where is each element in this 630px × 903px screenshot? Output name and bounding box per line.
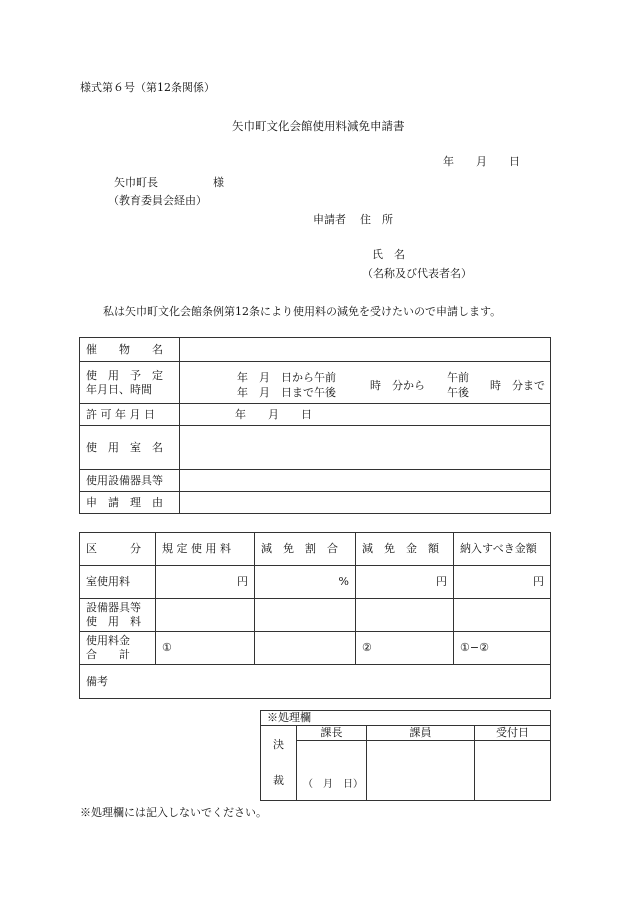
schedule-from: 年 月 日から午前 — [237, 371, 336, 384]
decision-label — [261, 725, 297, 800]
permit-date-field[interactable]: 年 月 日 — [180, 404, 551, 426]
name-label: 氏 名 — [372, 248, 405, 261]
room-payable-amount[interactable]: 円 — [454, 566, 551, 599]
via-note: （教育委員会経由） — [108, 194, 207, 207]
processing-title: ※処理欄 — [261, 711, 551, 726]
table-row — [80, 632, 551, 665]
schedule-label-line1: 使 用 予 定 — [86, 368, 163, 382]
room-reduction-amount[interactable]: 円 — [356, 566, 454, 599]
equipment-field[interactable] — [180, 470, 551, 492]
reception-header: 受付日 — [475, 725, 551, 740]
event-name-label: 催 物 名 — [80, 338, 180, 362]
addressee: 矢巾町長 様 — [114, 176, 224, 189]
time-to: 時 分まで — [490, 379, 545, 392]
total-reduction-amount[interactable]: ② — [356, 632, 454, 665]
room-field[interactable] — [180, 426, 551, 470]
remarks-label: 備考 — [86, 675, 108, 688]
time-from: 時 分から — [370, 379, 425, 392]
event-name-field[interactable] — [180, 338, 551, 362]
staff-header: 課員 — [367, 725, 475, 740]
equipment-standard-fee[interactable] — [156, 599, 255, 632]
ampm-am: 午前 — [447, 371, 469, 384]
schedule-field[interactable] — [180, 362, 551, 404]
schedule-label-line2: 年月日、時間 — [86, 382, 152, 396]
ampm-pm: 午後 — [447, 386, 469, 399]
application-statement: 私は矢巾町文化会館条例第12条により使用料の減免を受けたいので申請します。 — [103, 305, 502, 318]
date-line: 年 月 日 — [443, 155, 520, 168]
table-row — [80, 338, 551, 362]
total-payable-amount[interactable]: ①−② — [454, 632, 551, 665]
application-details-table — [79, 337, 551, 514]
header-payable-amount: 納入すべき金額 — [454, 533, 551, 566]
equipment-reduction-rate[interactable] — [255, 599, 356, 632]
processing-header-row — [261, 725, 551, 740]
header-reduction-amount: 減 免 金 額 — [356, 533, 454, 566]
header-reduction-rate: 減 免 割 合 — [255, 533, 356, 566]
applicant-label: 申請者 — [313, 213, 346, 226]
section-chief-seal[interactable]: （ 月 日） — [297, 740, 367, 800]
table-row — [80, 599, 551, 632]
room-label: 使 用 室 名 — [80, 426, 180, 470]
total-fee-label-line2: 合 計 — [86, 648, 130, 661]
form-number: 様式第６号（第12条関係） — [80, 81, 215, 94]
reason-label: 申 請 理 由 — [80, 492, 180, 514]
room-fee-label: 室使用料 — [80, 566, 156, 599]
table-row — [80, 404, 551, 426]
equipment-payable-amount[interactable] — [454, 599, 551, 632]
section-chief-header: 課長 — [297, 725, 367, 740]
processing-title-row — [261, 711, 551, 726]
table-row — [80, 492, 551, 514]
equipment-fee-label-line2: 使 用 料 — [86, 615, 141, 628]
reason-field[interactable] — [180, 492, 551, 514]
decision-label-line2: 裁 — [273, 773, 284, 787]
room-reduction-rate[interactable]: % — [255, 566, 356, 599]
reception-date[interactable] — [475, 740, 551, 800]
table-row — [80, 362, 551, 404]
table-row — [80, 426, 551, 470]
address-label: 住 所 — [360, 213, 393, 226]
total-fee-label — [80, 632, 156, 665]
table-header-row — [80, 533, 551, 566]
document-title: 矢巾町文化会館使用料減免申請書 — [232, 119, 405, 133]
table-row — [80, 665, 551, 699]
remarks-field[interactable] — [80, 665, 551, 699]
header-standard-fee: 規 定 使 用 料 — [156, 533, 255, 566]
fee-table — [79, 532, 551, 699]
processing-footnote: ※処理欄には記入しないでください。 — [80, 806, 267, 819]
header-category: 区 分 — [80, 533, 156, 566]
room-standard-fee[interactable]: 円 — [156, 566, 255, 599]
decision-label-line1: 決 — [273, 737, 284, 751]
staff-seal[interactable] — [367, 740, 475, 800]
equipment-reduction-amount[interactable] — [356, 599, 454, 632]
table-row — [80, 566, 551, 599]
total-standard-fee[interactable]: ① — [156, 632, 255, 665]
table-row — [80, 470, 551, 492]
name-note: （名称及び代表者名） — [362, 267, 472, 280]
equipment-fee-label — [80, 599, 156, 632]
schedule-label — [80, 362, 180, 404]
processing-box — [260, 710, 551, 801]
processing-sign-row — [261, 740, 551, 800]
equipment-fee-label-line1: 設備器具等 — [86, 601, 141, 615]
schedule-to: 年 月 日まで午後 — [237, 386, 336, 399]
equipment-label: 使用設備器具等 — [80, 470, 180, 492]
total-reduction-rate[interactable] — [255, 632, 356, 665]
total-fee-label-line1: 使用料金 — [86, 634, 130, 648]
permit-date-label: 許 可 年 月 日 — [80, 404, 180, 426]
